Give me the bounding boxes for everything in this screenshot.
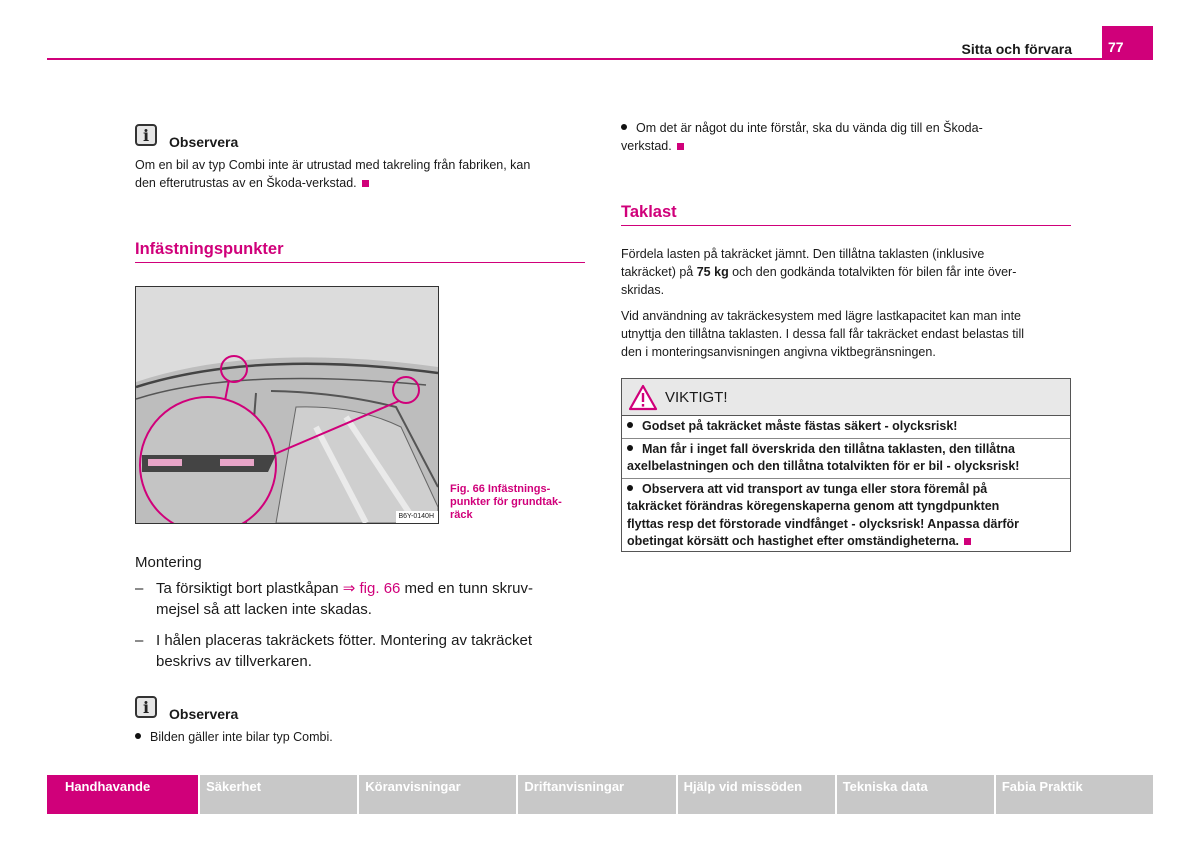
- car-roof-drawing: [136, 287, 438, 523]
- paragraph-line: Vid användning av takräckesystem med lägre lastkapacitet kan man inte: [621, 309, 1021, 323]
- warning-text: Godset på takräcket måste fästas säkert - olycksrisk!: [642, 419, 958, 433]
- caption-line: räck: [450, 509, 473, 521]
- heading-rule: [621, 225, 1071, 226]
- caption-line: punkter för grundtak-: [450, 496, 562, 508]
- dash-marker: –: [135, 580, 144, 597]
- end-square-icon: [964, 538, 971, 545]
- warning-title: VIKTIGT!: [665, 388, 728, 406]
- nav-tab-fabia-praktik[interactable]: [996, 775, 1153, 814]
- load-value: 75 kg: [696, 265, 729, 279]
- text-part: takräcket) på: [621, 265, 697, 279]
- note-line-text: den efterutrustas av en Škoda-verkstad.: [135, 176, 357, 190]
- warning-text: Observera att vid transport av tunga eller stora föremål på: [642, 481, 988, 496]
- nav-tab-label: Tekniska data: [842, 779, 928, 794]
- dash-marker: –: [135, 632, 144, 649]
- warning-triangle-icon: [628, 384, 658, 411]
- nav-tab-sakerhet[interactable]: [200, 775, 357, 814]
- step-text-part: Ta försiktigt bort plastkåpan: [156, 580, 343, 597]
- paragraph-line: den i monteringsanvisningen angivna viktbegränsningen.: [621, 345, 936, 359]
- warning-item: [622, 416, 1070, 439]
- nav-tab-koranvisningar[interactable]: [359, 775, 516, 814]
- note-bullet-text: Bilden gäller inte bilar typ Combi.: [150, 730, 333, 744]
- intro-bullet: [621, 119, 1071, 155]
- warning-text: takräcket förändras köregenskaperna genom att tyngdpunkten: [627, 499, 1000, 513]
- warning-item: [622, 479, 1070, 553]
- step-text: [156, 630, 532, 672]
- info-i-icon: i: [135, 124, 157, 146]
- bullet-text: verkstad.: [621, 139, 672, 153]
- note-text: [135, 156, 585, 192]
- section-heading-infastningspunkter: Infästningspunkter: [135, 240, 284, 258]
- end-square-icon: [362, 180, 369, 187]
- bullet-text: Om det är något du inte förstår, ska du vända dig till en Škoda-: [636, 121, 983, 135]
- nav-tab-driftanvisningar[interactable]: [518, 775, 675, 814]
- warning-text: flyttas resp det förstorade vindfånget - olycksrisk! Anpassa därför: [627, 516, 1020, 531]
- figure-66-illustration: [135, 286, 439, 524]
- text-part: och den godkända totalvikten för bilen får inte över-: [728, 265, 1017, 279]
- end-square-icon: [677, 143, 684, 150]
- nav-tab-hjalp-vid-missoden[interactable]: [678, 775, 835, 814]
- nav-tab-label: Driftanvisningar: [524, 779, 625, 794]
- header-rule: [47, 58, 1153, 60]
- note-line: Om en bil av typ Combi inte är utrustad med takreling från fabriken, kan: [135, 158, 531, 172]
- paragraph-1: [621, 245, 1081, 299]
- nav-tab-label: Handhavande: [64, 779, 151, 794]
- step-text: [156, 578, 533, 620]
- section-heading-taklast: Taklast: [621, 203, 677, 221]
- note-line-end: [135, 174, 585, 192]
- note-title: Observera: [169, 134, 239, 150]
- arrow-icon: ⇒: [342, 580, 356, 597]
- paragraph-line: utnyttja den tillåtna taklasten. I dessa fall får takräcket endast belastas till: [621, 327, 1024, 341]
- warning-text: Man får i inget fall överskrida den tillåtna taklasten, den tillåtna: [642, 441, 1016, 456]
- step-text-part: I hålen placeras takräckets fötter. Montering av takräcket: [156, 632, 533, 649]
- step-text-part: med en tunn skruv-: [400, 580, 533, 597]
- warning-header: [622, 379, 1070, 416]
- warning-text: axelbelastningen och den tillåtna totalvikten för er bil - olycksrisk!: [627, 459, 1020, 473]
- running-section-title: Sitta och förvara: [961, 41, 1072, 57]
- bullet-icon: [135, 733, 141, 739]
- page-number: 77: [1102, 26, 1153, 60]
- warning-box: [621, 378, 1071, 552]
- nav-tab-label: Hjälp vid missöden: [683, 779, 803, 794]
- step-item: [135, 630, 575, 672]
- bullet-icon: [627, 445, 633, 451]
- paragraph-line: [621, 263, 1081, 281]
- note-heading: [135, 696, 239, 722]
- bullet-icon: [627, 485, 633, 491]
- footer-chapter-nav: [47, 775, 1153, 814]
- figure-code: B6Y-0140H: [398, 513, 434, 520]
- step-item: [135, 578, 575, 620]
- montering-steps: [135, 578, 575, 672]
- note-title: Observera: [169, 706, 239, 722]
- note-heading: [135, 124, 239, 150]
- bullet-icon: [621, 124, 627, 130]
- heading-rule: [135, 262, 585, 263]
- figure-caption: [450, 483, 562, 522]
- nav-tab-label: Säkerhet: [206, 779, 262, 794]
- note-bullet: [135, 728, 333, 746]
- info-i-icon: i: [135, 696, 157, 718]
- nav-tab-label: Fabia Praktik: [1001, 779, 1083, 794]
- warning-text: obetingat körsätt och hastighet efter omständigheterna.: [627, 534, 959, 548]
- bullet-icon: [627, 422, 633, 428]
- subheading-montering: Montering: [135, 554, 202, 571]
- nav-tab-tekniska-data[interactable]: [837, 775, 994, 814]
- paragraph-line: skridas.: [621, 283, 665, 297]
- nav-tab-handhavande[interactable]: [47, 775, 198, 814]
- paragraph-line: Fördela lasten på takräcket jämnt. Den tillåtna taklasten (inklusive: [621, 247, 985, 261]
- paragraph-2: [621, 307, 1081, 361]
- warning-item: [622, 439, 1070, 479]
- caption-line: Fig. 66 Infästnings-: [450, 483, 551, 495]
- nav-tab-label: Köranvisningar: [365, 779, 461, 794]
- step-text-part: mejsel så att lacken inte skadas.: [156, 601, 372, 618]
- step-text-part: beskrivs av tillverkaren.: [156, 653, 312, 670]
- figure-reference-link[interactable]: fig. 66: [359, 580, 401, 597]
